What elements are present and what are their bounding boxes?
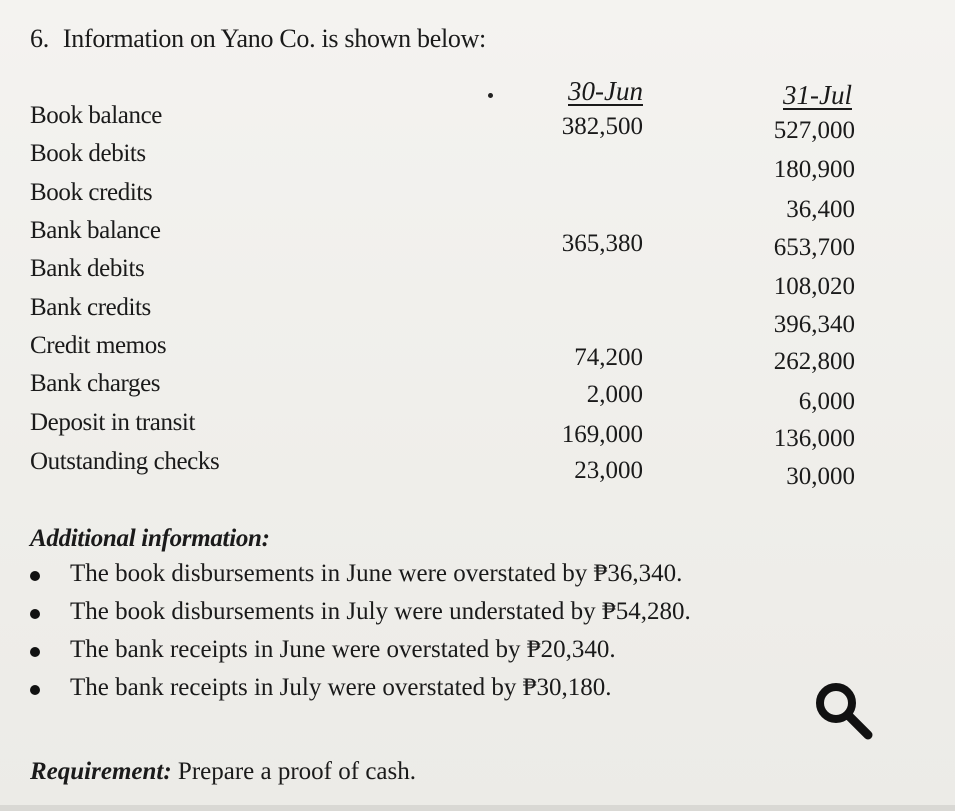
row-label: Credit memos: [30, 332, 167, 359]
july-value: 180,900: [773, 156, 855, 183]
row-label: Bank charges: [30, 370, 161, 397]
row-label: Bank debits: [30, 255, 145, 282]
table-row: [0, 370, 955, 415]
list-item: [30, 598, 691, 636]
list-item-text: The book disbursements in July were understated by ₱54,280.: [70, 598, 691, 625]
bullet-icon: [30, 685, 40, 695]
row-label: Bank balance: [30, 217, 161, 244]
column-header-july: 31-Jul: [783, 80, 852, 110]
problem-title: [30, 24, 486, 54]
search-icon[interactable]: [808, 676, 878, 746]
problem-title-text: Information on Yano Co. is shown below:: [62, 24, 486, 53]
july-value: 30,000: [786, 463, 855, 490]
requirement-label: Requirement:: [30, 758, 172, 785]
table-row: [0, 102, 955, 144]
july-value: 36,400: [786, 196, 855, 223]
row-label: Book credits: [30, 179, 153, 206]
list-item-text: The bank receipts in July were overstated by ₱30,180.: [70, 674, 612, 701]
june-value: 23,000: [574, 457, 643, 484]
problem-number: 6.: [30, 24, 49, 53]
table-row: [0, 255, 955, 300]
requirement-text: Prepare a proof of cash.: [171, 758, 417, 785]
table-row: [0, 179, 955, 223]
table-row: [0, 217, 955, 261]
june-value: 169,000: [561, 421, 643, 448]
june-value: 2,000: [586, 381, 643, 408]
stray-dot: [488, 93, 493, 98]
list-item: [30, 560, 691, 598]
column-header-june: 30-Jun: [568, 76, 643, 106]
requirement: [30, 758, 416, 786]
list-item-text: The book disbursements in June were overstated by ₱36,340.: [70, 560, 683, 587]
bullet-icon: [30, 647, 40, 657]
june-value: 365,380: [561, 230, 643, 257]
july-value: 262,800: [773, 348, 855, 375]
july-value: 6,000: [798, 388, 855, 415]
row-label: Book debits: [30, 140, 146, 167]
bullet-icon: [30, 571, 40, 581]
july-value: 108,020: [773, 273, 855, 300]
table-row: [0, 140, 955, 183]
table-row: [0, 448, 955, 490]
additional-info-list: [30, 560, 691, 712]
bullet-icon: [30, 609, 40, 619]
table-row: [0, 409, 955, 452]
july-value: 653,700: [773, 234, 855, 261]
row-label: Bank credits: [30, 294, 151, 321]
additional-info-heading: Additional information:: [30, 525, 270, 552]
list-item: [30, 674, 691, 712]
table-row: [0, 294, 955, 338]
list-item-text: The bank receipts in June were overstated by ₱20,340.: [70, 636, 616, 663]
row-label: Outstanding checks: [30, 448, 220, 475]
june-value: 382,500: [561, 113, 643, 140]
july-value: 136,000: [773, 425, 855, 452]
july-value: 396,340: [773, 311, 855, 338]
row-label: Deposit in transit: [30, 409, 196, 436]
list-item: [30, 636, 691, 674]
row-label: Book balance: [30, 102, 162, 129]
june-value: 74,200: [574, 344, 643, 371]
table-row: [0, 332, 955, 375]
july-value: 527,000: [773, 117, 855, 144]
